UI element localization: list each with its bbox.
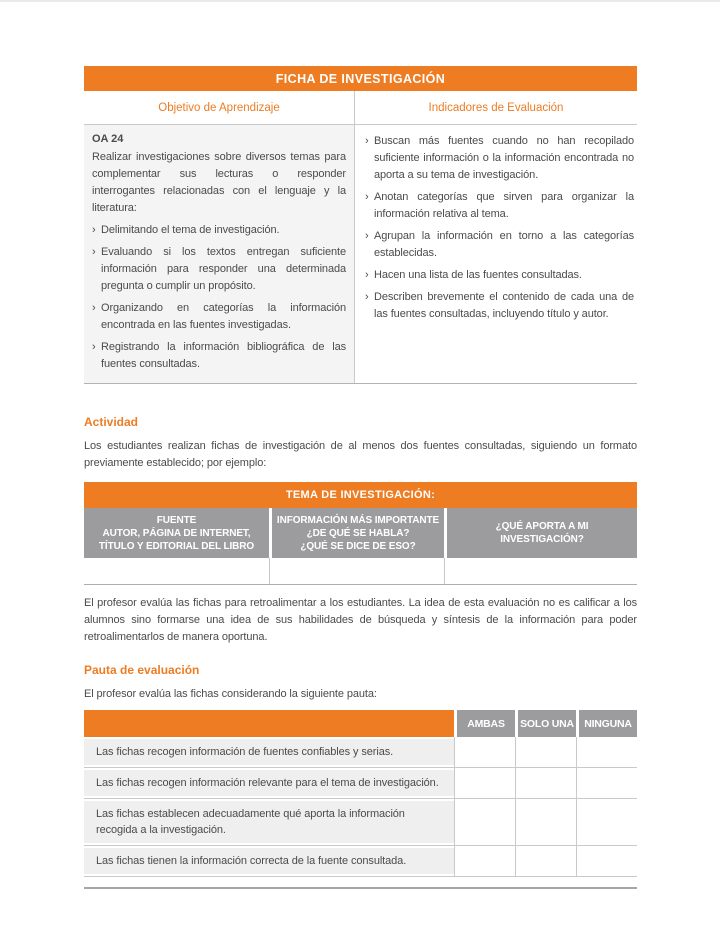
column-header-key-information: INFORMACIÓN MÁS IMPORTANTE ¿DE QUÉ SE HABLA? ¿QUÉ SE DICE DE ESO?	[269, 508, 444, 558]
list-item: › Buscan más fuentes cuando no han recopilado suficiente información o la información encontrada no aporta a su tema de investigación.	[365, 133, 634, 184]
objective-cell	[84, 125, 354, 383]
answer-cell	[454, 737, 515, 767]
indicators-column-header: Indicadores de Evaluación	[354, 91, 637, 124]
chevron-bullet-icon: ›	[365, 269, 369, 281]
criterion-label: Las fichas recogen información de fuentes confiables y serias.	[84, 737, 454, 767]
answer-cell	[515, 799, 576, 845]
chevron-bullet-icon: ›	[365, 191, 369, 203]
column-header-contribution: ¿QUÉ APORTA A MI INVESTIGACIÓN?	[444, 508, 637, 558]
activity-heading: Actividad	[84, 415, 139, 429]
chevron-bullet-icon: ›	[365, 230, 369, 242]
chevron-bullet-icon: ›	[365, 135, 369, 147]
list-item: › Describen brevemente el contenido de cada una de las fuentes consultadas, incluyendo título y autor.	[365, 289, 634, 323]
answer-header-ambas: AMBAS	[454, 710, 515, 737]
list-item: › Evaluando si los textos entregan suficiente información para responder una determinada pregunta o cumplir un propósito.	[92, 244, 346, 295]
list-item: › Anotan categorías que sirven para organizar la información relativa al tema.	[365, 189, 634, 223]
column-header-source: FUENTE AUTOR, PÁGINA DE INTERNET, TÍTULO Y EDITORIAL DEL LIBRO	[84, 508, 269, 558]
list-item: › Delimitando el tema de investigación.	[92, 222, 346, 239]
research-table-title: TEMA DE INVESTIGACIÓN:	[84, 482, 637, 508]
answer-cell	[576, 799, 637, 845]
answer-cell	[454, 799, 515, 845]
objective-column-header: Objetivo de Aprendizaje	[158, 101, 280, 114]
oa-columns-body	[84, 125, 637, 384]
list-item: › Hacen una lista de las fuentes consultadas.	[365, 267, 634, 284]
chevron-bullet-icon: ›	[365, 291, 369, 303]
criterion-label: Las fichas tienen la información correcta de la fuente consultada.	[84, 846, 454, 876]
answer-cell	[576, 768, 637, 798]
answer-cell	[515, 768, 576, 798]
empty-cell	[84, 558, 269, 584]
answer-cell	[576, 737, 637, 767]
section-end-rule	[84, 887, 637, 889]
sheet-title-banner	[84, 66, 637, 91]
research-table-empty-row	[84, 558, 637, 585]
rubric-intro: El profesor evalúa las fichas considerando la siguiente pauta:	[84, 688, 377, 700]
criterion-label: Las fichas establecen adecuadamente qué aporta la información recogida a la investigación.	[84, 799, 454, 845]
sheet-title: FICHA DE INVESTIGACIÓN	[275, 71, 446, 86]
activity-note: El profesor evalúa las fichas para retroalimentar a los estudiantes. La idea de esta evaluación no es calificar a los alumnos sino formarse una idea de sus habilidades de búsqueda y síntesis de la información para poder retroalimentarlos de manera oportuna.	[84, 597, 637, 643]
answer-cell	[515, 737, 576, 767]
sheet-content	[84, 66, 637, 889]
rubric-table	[84, 710, 637, 877]
chevron-bullet-icon: ›	[92, 341, 96, 353]
answer-header-ninguna: NINGUNA	[576, 710, 637, 737]
oa-column-headers	[84, 91, 637, 125]
criterion-row	[84, 737, 637, 768]
oa-code: OA 24	[92, 133, 124, 145]
criterion-row	[84, 799, 637, 846]
indicators-bullet-list	[365, 133, 634, 323]
rubric-heading: Pauta de evaluación	[84, 663, 200, 677]
criterion-row	[84, 846, 637, 877]
chevron-bullet-icon: ›	[92, 224, 96, 236]
answer-cell	[576, 846, 637, 876]
research-table-column-headers	[84, 508, 637, 558]
empty-cell	[269, 558, 444, 584]
chevron-bullet-icon: ›	[92, 246, 96, 258]
page-top-edge	[0, 0, 720, 2]
activity-intro: Los estudiantes realizan fichas de investigación de al menos dos fuentes consultadas, siguiendo un formato previamente establecido; por ejemplo:	[84, 440, 637, 469]
objective-intro: Realizar investigaciones sobre diversos temas para complementar sus lecturas o responder interrogantes relacionadas con el lenguaje y la literatura:	[92, 151, 346, 214]
indicators-cell	[354, 125, 637, 383]
list-item: › Organizando en categorías la información encontrada en las fuentes investigadas.	[92, 300, 346, 334]
empty-cell	[444, 558, 637, 584]
list-item: › Agrupan la información en torno a las categorías establecidas.	[365, 228, 634, 262]
answer-cell	[515, 846, 576, 876]
rubric-header-row	[84, 710, 637, 737]
chevron-bullet-icon: ›	[92, 302, 96, 314]
rubric-header-spacer	[84, 710, 454, 737]
criterion-row	[84, 768, 637, 799]
answer-cell	[454, 768, 515, 798]
answer-cell	[454, 846, 515, 876]
answer-header-solo-una: SOLO UNA	[515, 710, 576, 737]
criterion-label: Las fichas recogen información relevante para el tema de investigación.	[84, 768, 454, 798]
list-item: › Registrando la información bibliográfica de las fuentes consultadas.	[92, 339, 346, 373]
objective-bullet-list	[92, 222, 346, 373]
research-table	[84, 482, 637, 585]
